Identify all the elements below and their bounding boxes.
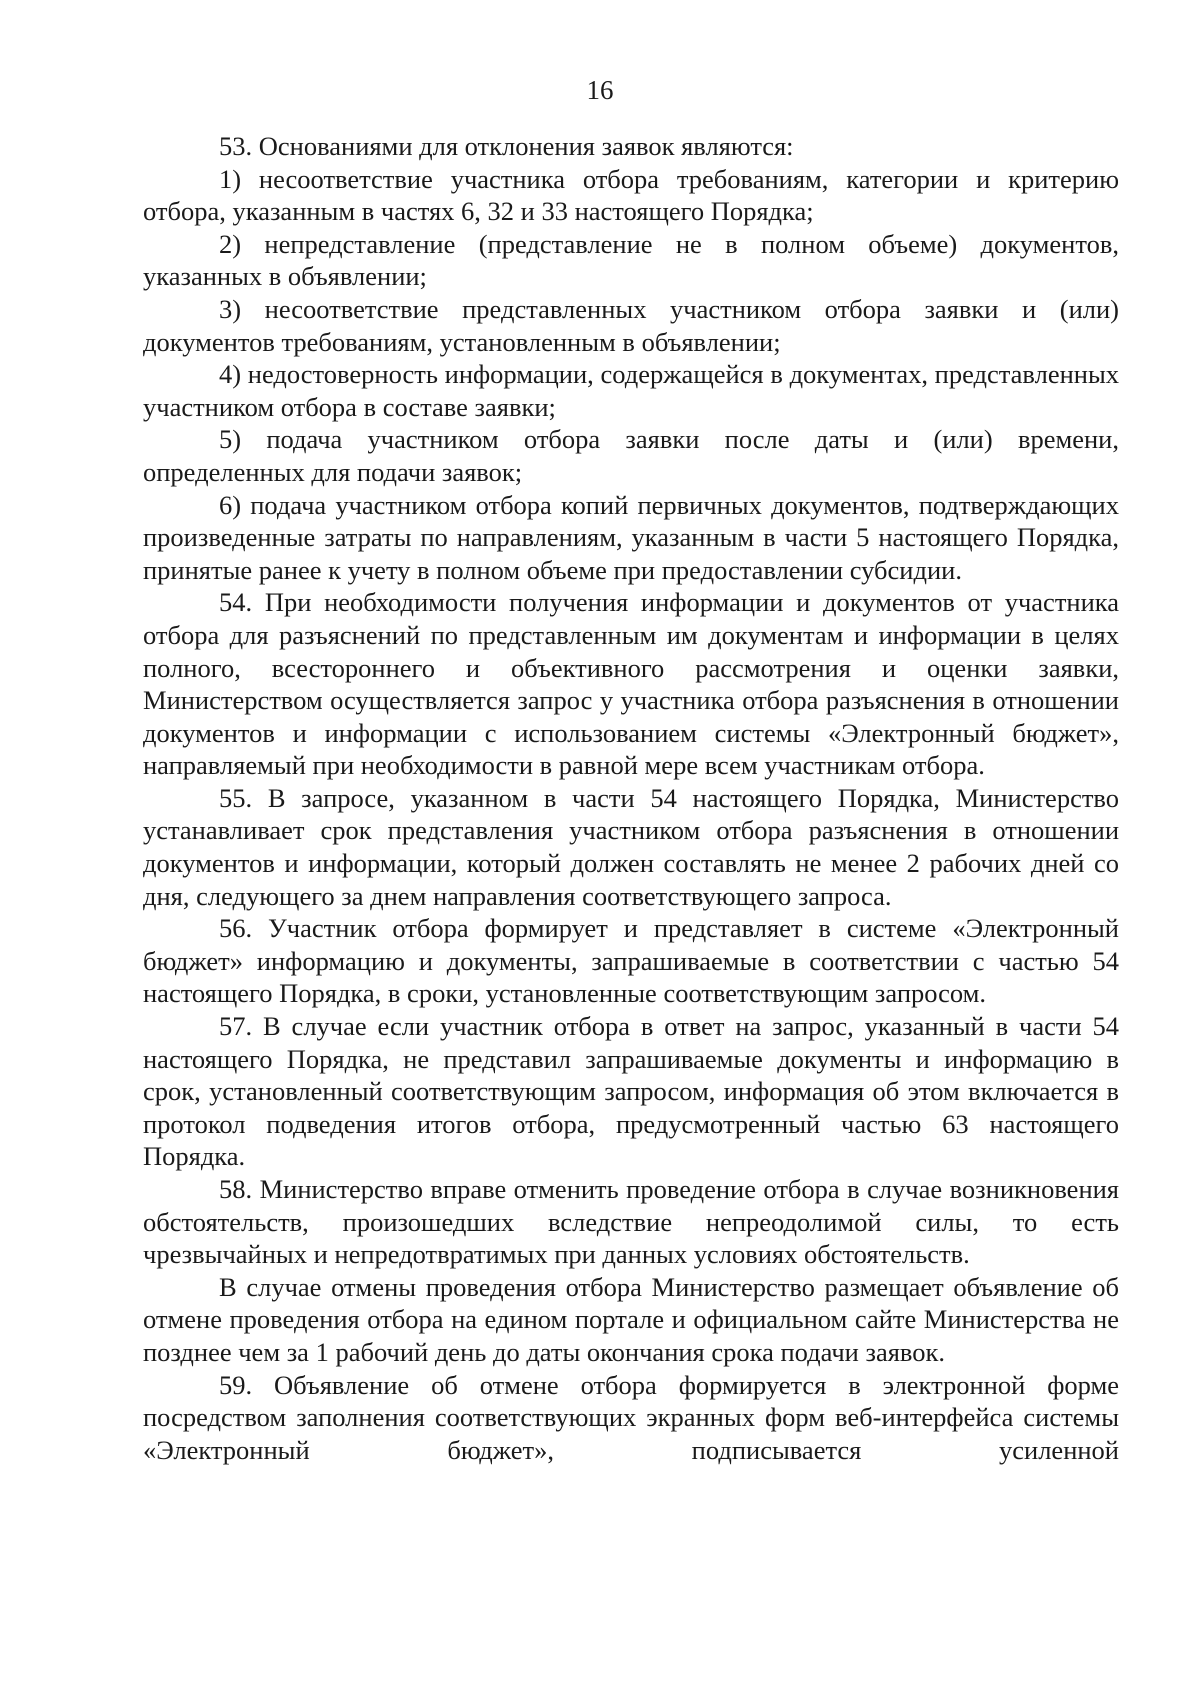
paragraph-57: 57. В случае если участник отбора в ответ на запрос, указанный в части 54 настоящего Порядка, не представил запрашиваемые документы и информацию в срок, установленный соответствующим запросом, информация об этом включается в протокол подведения итогов отбора, предусмотренный частью 63 настоящего Порядка. — [143, 1011, 1119, 1172]
paragraph-53-item-5: 5) подача участником отбора заявки после даты и (или) времени, определенных для подачи заявок; — [143, 424, 1119, 487]
paragraph-53-item-3: 3) несоответствие представленных участником отбора заявки и (или) документов требованиям, установленным в объявлении; — [143, 293, 1119, 357]
paragraph-59: 59. Объявление об отмене отбора формируется в электронной форме посредством заполнения соответствующих экранных форм веб-интерфейса системы «Электронный бюджет», подписывается усиленной — [143, 1369, 1119, 1465]
paragraph-58-cancellation: В случае отмены проведения отбора Министерство размещает объявление об отмене проведения отбора на едином портале и официальном сайте Министерства не позднее чем за 1 рабочий день до даты окончания срока подачи заявок. — [143, 1271, 1119, 1367]
page-number: 16 — [586, 75, 614, 105]
document-body — [143, 130, 1119, 1466]
paragraph-58: 58. Министерство вправе отменить проведение отбора в случае возникновения обстоятельств, произошедших вследствие непреодолимой силы, то есть чрезвычайных и непредотвратимых при данных условиях обстоятельств. — [143, 1174, 1119, 1270]
paragraph-53: 53. Основаниями для отклонения заявок являются: — [219, 131, 794, 161]
paragraph-53-item-6: 6) подача участником отбора копий первичных документов, подтверждающих произведенные затраты по направлениям, указанным в части 5 настоящего Порядка, принятые ранее к учету в полном объеме при предоставлении субсидии. — [143, 489, 1119, 585]
paragraph-56: 56. Участник отбора формирует и представляет в системе «Электронный бюджет» информацию и документы, запрашиваемые в соответствии с частью 54 настоящего Порядка, в сроки, установленные соответствующим запросом. — [143, 913, 1119, 1009]
paragraph-53-item-1: 1) несоответствие участника отбора требованиям, категории и критерию отбора, указанным в частях 6, 32 и 33 настоящего Порядка; — [143, 163, 1119, 227]
paragraph-53-item-4: 4) недостоверность информации, содержащейся в документах, представленных участником отбора в составе заявки; — [143, 359, 1119, 422]
paragraph-53-item-2: 2) непредставление (представление не в полном объеме) документов, указанных в объявлении; — [143, 228, 1119, 292]
paragraph-54: 54. При необходимости получения информации и документов от участника отбора для разъяснений по представленным им документам и информации в целях полного, всестороннего и объективного рассмотрения и оценки заявки, Министерством осуществляется запрос у участника отбора разъяснения в отношении документов и информации с использованием системы «Электронный бюджет», направляемый при необходимости в равной мере всем участникам отбора. — [143, 587, 1119, 781]
paragraph-55: 55. В запросе, указанном в части 54 настоящего Порядка, Министерство устанавливает срок представления участником отбора разъяснения в отношении документов и информации, который должен составлять не менее 2 рабочих дней со дня, следующего за днем направления соответствующего запроса. — [143, 782, 1119, 911]
